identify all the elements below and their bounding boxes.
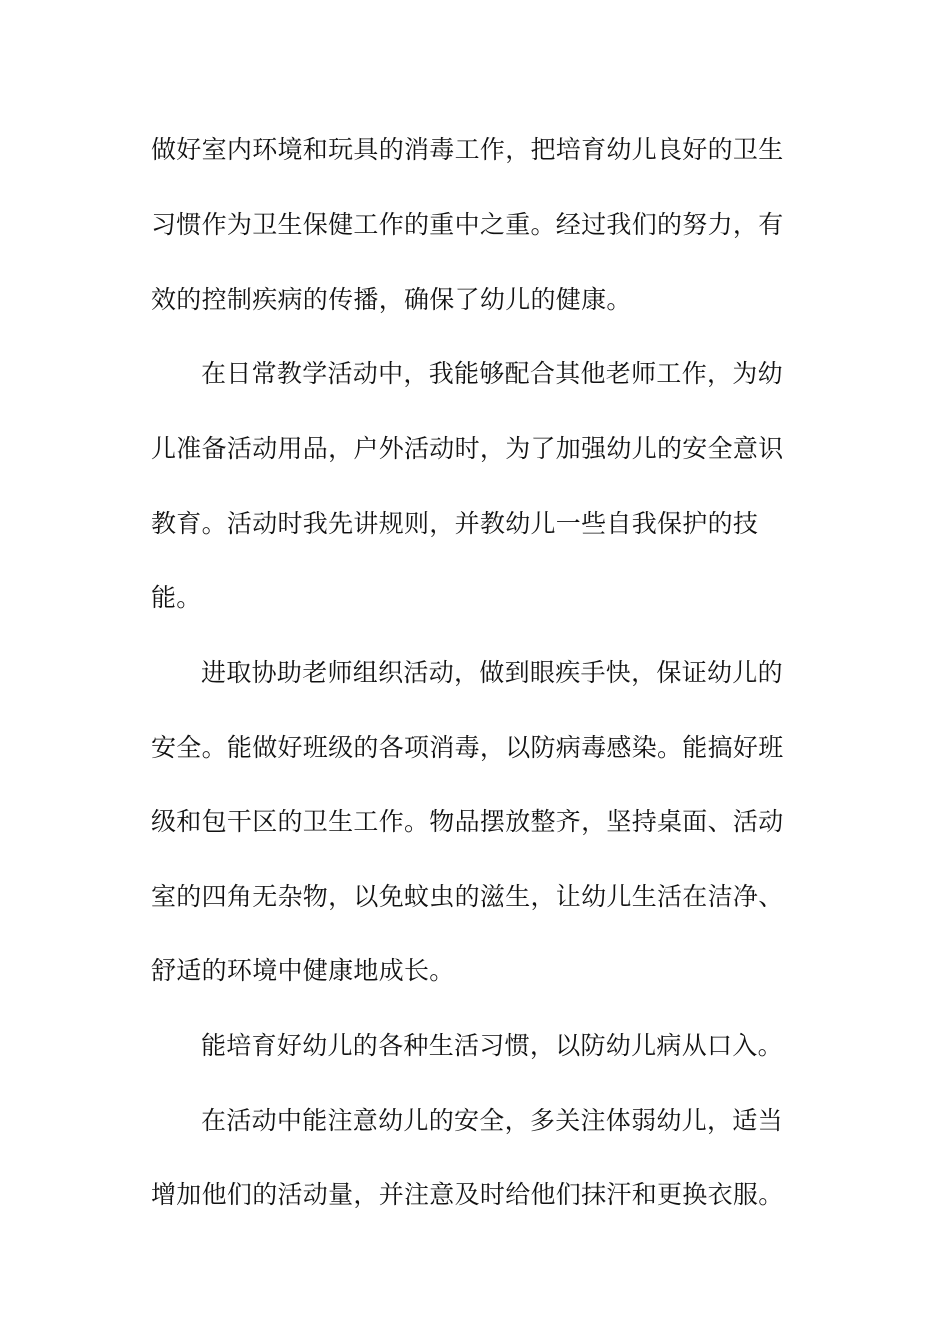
paragraph-first-line: 在日常教学活动中，我能够配合其他老师工作，为幼 xyxy=(201,359,783,388)
text-line: 舒适的环境中健康地成长。 xyxy=(151,956,455,985)
text-line: 能。 xyxy=(151,583,202,612)
text-line: 级和包干区的卫生工作。物品摆放整齐，坚持桌面、活动 xyxy=(151,807,784,836)
paragraph-first-line: 能培育好幼儿的各种生活习惯，以防幼儿病从口入。 xyxy=(201,1031,783,1060)
paragraph-first-line: 在活动中能注意幼儿的安全，多关注体弱幼儿，适当 xyxy=(201,1106,783,1135)
text-line: 儿准备活动用品，户外活动时，为了加强幼儿的安全意识 xyxy=(151,434,784,463)
text-line: 室的四角无杂物，以免蚊虫的滋生，让幼儿生活在洁净、 xyxy=(151,882,784,911)
text-line: 增加他们的活动量，并注意及时给他们抹汗和更换衣服。 xyxy=(151,1180,784,1209)
text-line: 教育。活动时我先讲规则，并教幼儿一些自我保护的技 xyxy=(151,509,759,538)
text-line: 安全。能做好班级的各项消毒，以防病毒感染。能搞好班 xyxy=(151,733,784,762)
text-line: 习惯作为卫生保健工作的重中之重。经过我们的努力，有 xyxy=(151,210,784,239)
text-line: 做好室内环境和玩具的消毒工作，把培育幼儿良好的卫生 xyxy=(151,135,784,164)
text-line: 效的控制疾病的传播，确保了幼儿的健康。 xyxy=(151,285,632,314)
paragraph-first-line: 进取协助老师组织活动，做到眼疾手快，保证幼儿的 xyxy=(201,658,783,687)
